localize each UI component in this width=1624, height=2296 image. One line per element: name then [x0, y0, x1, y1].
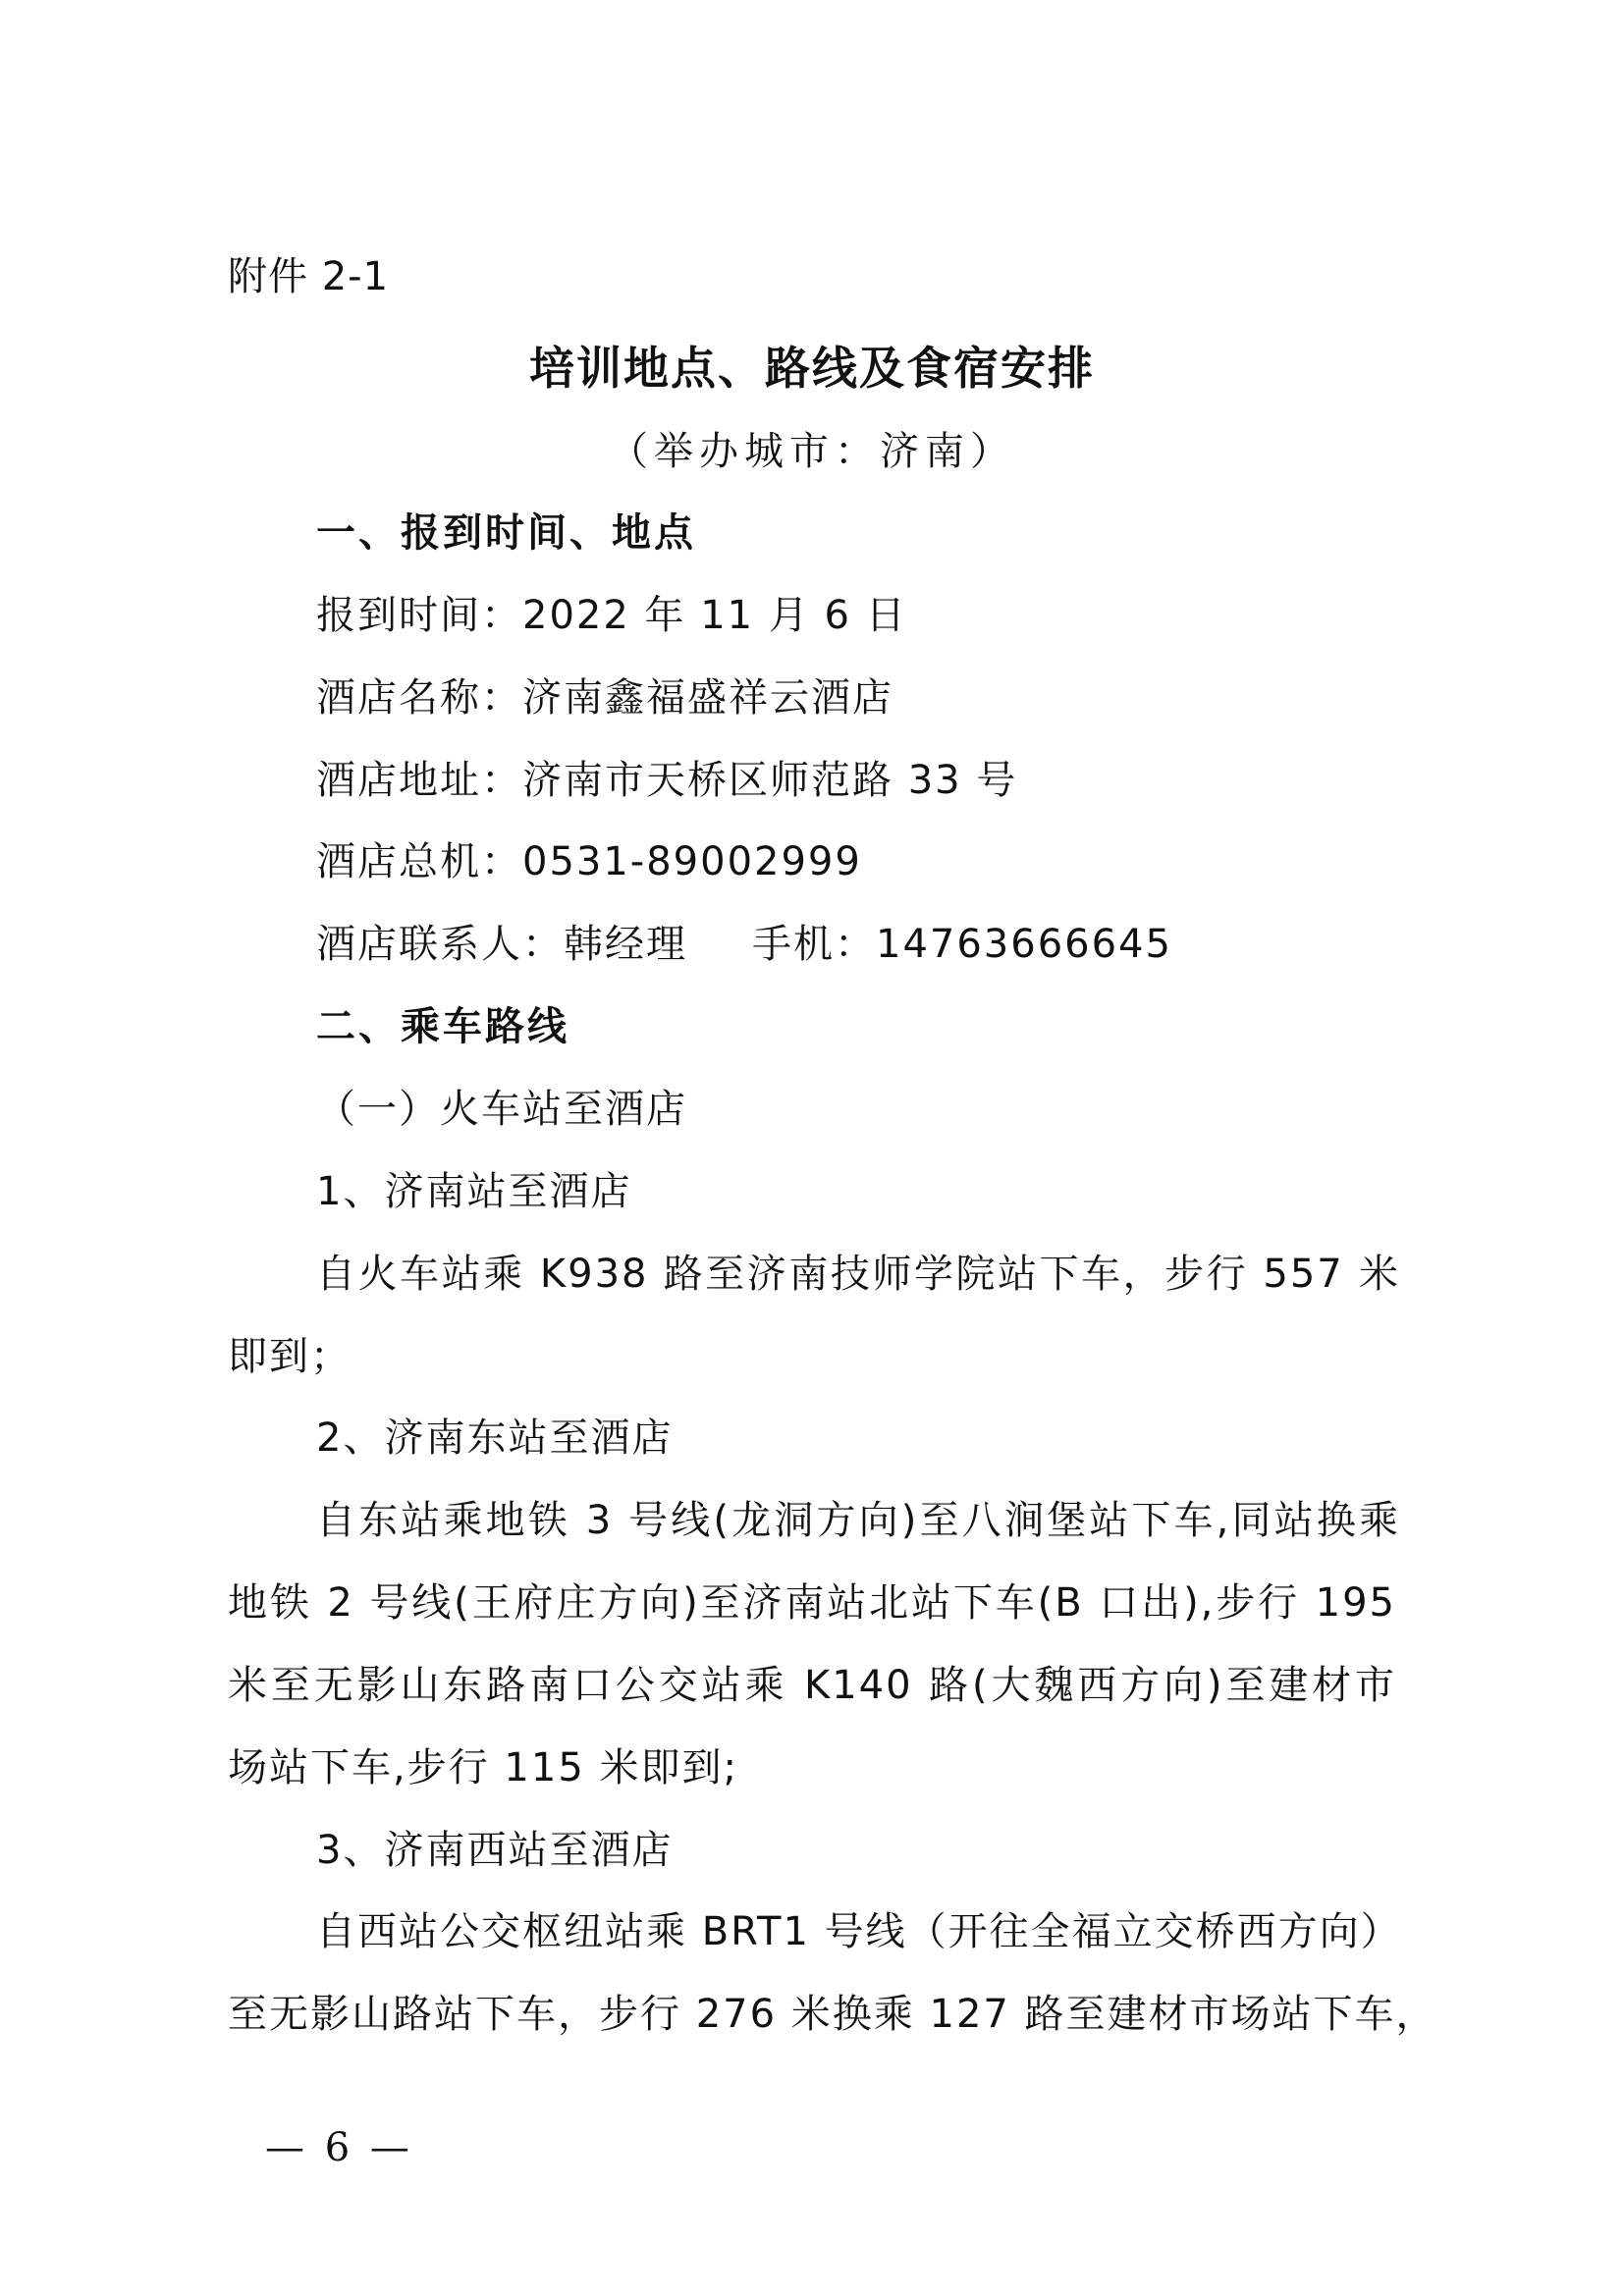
- attachment-label: 附件 2-1: [228, 254, 390, 299]
- hotel-address: 酒店地址：济南市天桥区师范路 33 号: [316, 758, 1018, 803]
- document-title: 培训地点、路线及食宿安排: [529, 342, 1095, 395]
- route3-title: 3、济南西站至酒店: [316, 1828, 674, 1873]
- hotel-name: 酒店名称：济南鑫福盛祥云酒店: [316, 675, 893, 721]
- report-time: 报到时间：2022 年 11 月 6 日: [316, 593, 907, 638]
- hotel-contact: 酒店联系人：韩经理: [316, 922, 687, 967]
- route2-title: 2、济南东站至酒店: [316, 1415, 674, 1461]
- section-heading-report: 一、报到时间、地点: [316, 510, 696, 556]
- route2-line: 地铁 2 号线(王府庄方向)至济南站北站下车(B 口出),步行 195: [228, 1580, 1396, 1626]
- route1-line: 自火车站乘 K938 路至济南技师学院站下车，步行 557 米: [316, 1252, 1400, 1297]
- hotel-phone: 酒店总机：0531-89002999: [316, 839, 862, 884]
- subsection-train-to-hotel: （一）火车站至酒店: [316, 1087, 687, 1132]
- hotel-contact-row: [316, 920, 1172, 969]
- hotel-mobile: 手机：14763666645: [752, 922, 1172, 967]
- page-number: — 6 —: [265, 2125, 413, 2170]
- route3-line: 自西站公交枢纽站乘 BRT1 号线（开往全福立交桥西方向）: [316, 1909, 1402, 1954]
- route3-line: 至无影山路站下车，步行 276 米换乘 127 路至建材市场站下车，: [228, 1992, 1437, 2037]
- document-subtitle: （举办城市：济南）: [609, 429, 1015, 474]
- route2-line: 场站下车,步行 115 米即到;: [228, 1745, 738, 1790]
- route1-title: 1、济南站至酒店: [316, 1169, 632, 1214]
- section-heading-routes: 二、乘车路线: [316, 1004, 569, 1049]
- route2-line: 自东站乘地铁 3 号线(龙洞方向)至八涧堡站下车,同站换乘: [316, 1498, 1400, 1543]
- route1-line: 即到；: [228, 1334, 352, 1379]
- route2-line: 米至无影山东路南口公交站乘 K140 路(大魏西方向)至建材市: [228, 1663, 1396, 1708]
